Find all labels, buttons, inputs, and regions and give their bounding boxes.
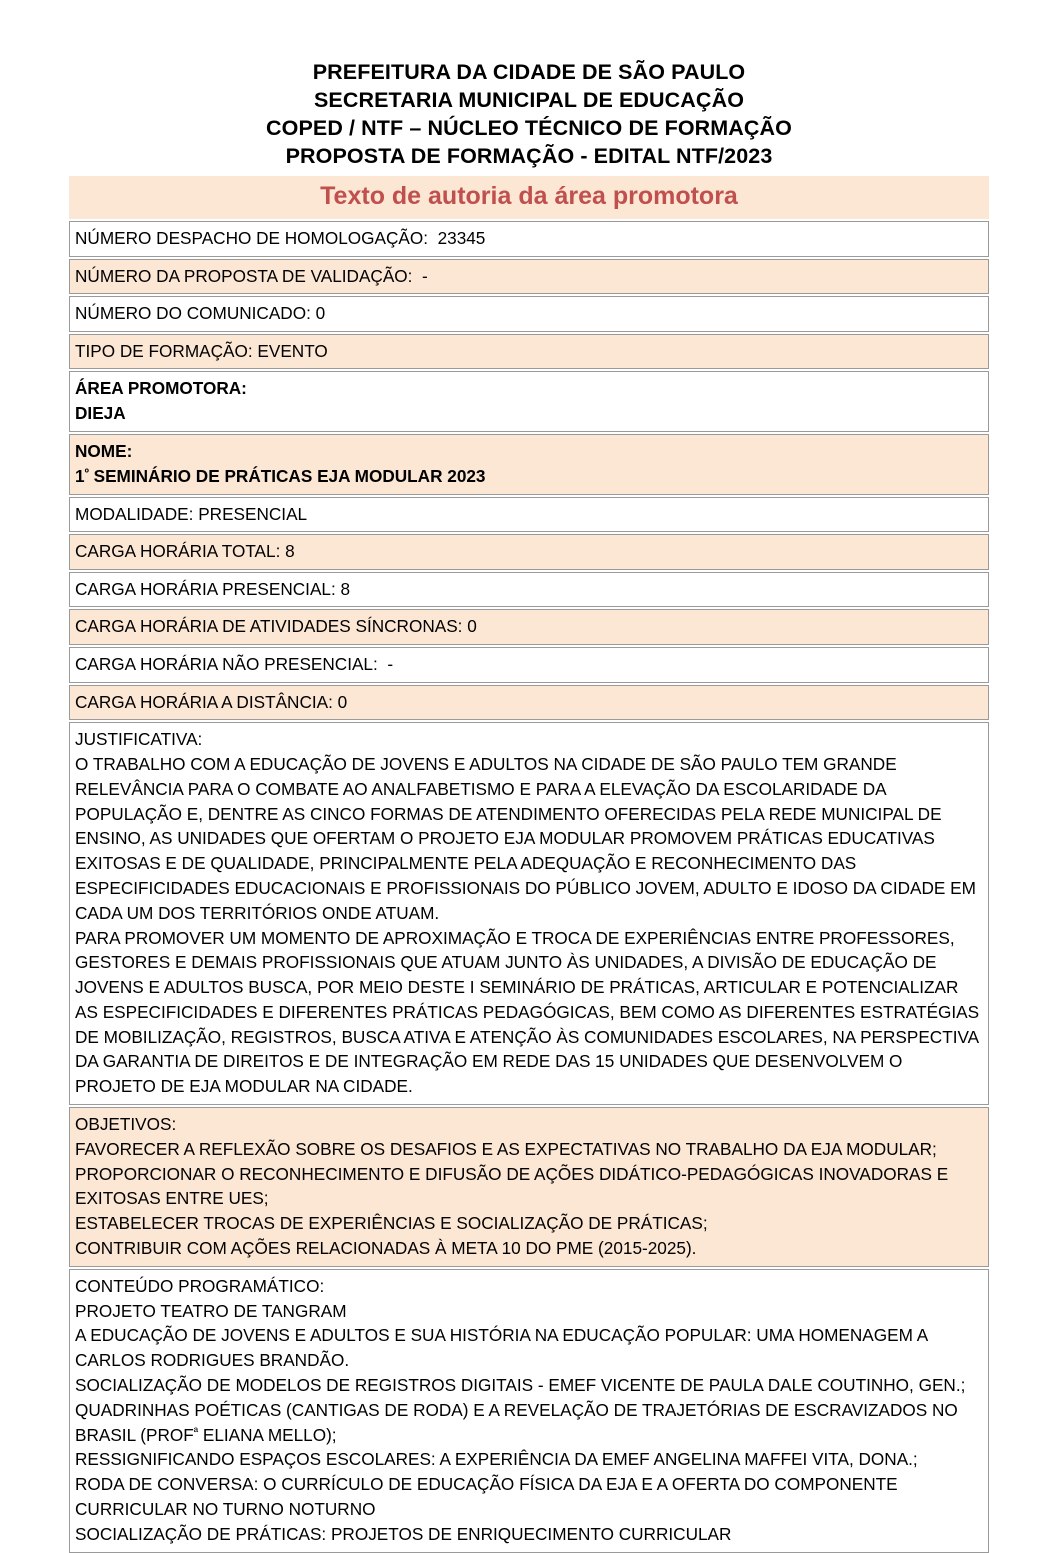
form-row-carga-horaria-atividades-sincronas [69,609,989,645]
form-row-line: PROJETO TEATRO DE TANGRAM [75,1300,347,1321]
form-row-line: TIPO DE FORMAÇÃO: EVENTO [75,340,328,361]
form-row-line: NÚMERO DO COMUNICADO: 0 [75,303,326,324]
document-header [0,0,1058,170]
form-row-tipo-de-formacao [69,334,989,370]
form-row-line: OBJETIVOS: [75,1114,177,1135]
form-row-line: RESSIGNIFICANDO ESPAÇOS ESCOLARES: A EXPERIÊNCIA DA EMEF ANGELINA MAFFEI VITA, DONA.; [75,1449,918,1470]
header-line-1: PREFEITURA DA CIDADE DE SÃO PAULO [312,60,746,84]
form-row-numero-comunicado [69,296,989,332]
header-line-2: SECRETARIA MUNICIPAL DE EDUCAÇÃO [313,88,745,112]
form-row-line: O TRABALHO COM A EDUCAÇÃO DE JOVENS E ADULTOS NA CIDADE DE SÃO PAULO TEM GRANDE RELEVÂNCIA PARA O COMBATE AO ANALFABETISMO E PARA A ELEVAÇÃO DA ESCOLARIDADE DA POPULAÇÃO E, DENTRE AS CINCO FORMAS DE ATENDIMENTO OFERECIDAS PELA REDE MUNICIPAL DE ENSINO, AS UNIDADES QUE OFERTAM O PROJETO EJA MODULAR PROMOVEM PRÁTICAS EDUCATIVAS EXITOSAS E DE QUALIDADE, PRINCIPALMENTE PELA ADEQUAÇÃO E RECONHECIMENTO DAS ESPECIFICIDADES EDUCACIONAIS E PROFISSIONAIS DO PÚBLICO JOVEM, ADULTO E IDOSO DA CIDADE EM CADA UM DOS TERRITÓRIOS ONDE ATUAM. [75,753,981,923]
form-row-line: $1^º$ SEMINÁRIO DE PRÁTICAS EJA MODULAR 2023 [75,465,486,486]
form-row-carga-horaria-presencial [69,572,989,608]
section-banner-title: Texto de autoria da área promotora [320,182,738,210]
form-row-carga-horaria-nao-presencial [69,647,989,683]
form-row-line: ÁREA PROMOTORA: [75,378,247,399]
form-row-line: CARGA HORÁRIA DE ATIVIDADES SÍNCRONAS: 0 [75,616,477,637]
header-line-4: PROPOSTA DE FORMAÇÃO - EDITAL NTF/2023 [285,144,773,168]
header-line-3: COPED / NTF – NÚCLEO TÉCNICO DE FORMAÇÃO [266,116,792,140]
form-row-nome [69,434,989,495]
form-row-numero-proposta-validacao [69,259,989,295]
form-row-carga-horaria-a-distancia [69,685,989,721]
form-row-line: NÚMERO DA PROPOSTA DE VALIDAÇÃO: - [75,265,428,286]
form-row-line: ESTABELECER TROCAS DE EXPERIÊNCIAS E SOCIALIZAÇÃO DE PRÁTICAS; [75,1213,708,1234]
form-row-conteudo-programatico [69,1269,989,1553]
form-row-line: CONTEÚDO PROGRAMÁTICO: [75,1275,325,1296]
form-row-numero-despacho-homologacao [69,221,989,257]
form-row-line: CARGA HORÁRIA PRESENCIAL: 8 [75,578,351,599]
form-row-line: RODA DE CONVERSA: O CURRÍCULO DE EDUCAÇÃO FÍSICA DA EJA E A OFERTA DO COMPONENTE CURRICULAR NO TURNO NOTURNO [75,1474,903,1520]
form-row-line: FAVORECER A REFLEXÃO SOBRE OS DESAFIOS E AS EXPECTATIVAS NO TRABALHO DA EJA MODULAR; [75,1138,937,1159]
form-row-line: CARGA HORÁRIA NÃO PRESENCIAL: - [75,653,394,674]
form-row-line: NÚMERO DESPACHO DE HOMOLOGAÇÃO: 23345 [75,228,486,248]
form-row-line: PARA PROMOVER UM MOMENTO DE APROXIMAÇÃO E TROCA DE EXPERIÊNCIAS ENTRE PROFESSORES, GESTORES E DEMAIS PROFISSIONAIS QUE ATUAM JUNTO ÀS UNIDADES, A DIVISÃO DE EDUCAÇÃO DE JOVENS E ADULTOS BUSCA, POR MEIO DESTE I SEMINÁRIO DE PRÁTICAS, ARTICULAR E POTENCIALIZAR AS ESPECIFICIDADES E DIFERENTES PRÁTICAS PEDAGÓGICAS, BEM COMO AS DIFERENTES ESTRATÉGIAS DE MOBILIZAÇÃO, REGISTROS, BUSCA ATIVA E ATENÇÃO ÀS COMUNIDADES ESCOLARES, NA PERSPECTIVA DA GARANTIA DE DIREITOS E DE INTEGRAÇÃO EM REDE DAS 15 UNIDADES QUE DESENVOLVEM O PROJETO DE EJA MODULAR NA CIDADE. [75,927,984,1097]
form-row-line: DIEJA [75,403,126,424]
form-row-modalidade [69,497,989,533]
section-banner [69,176,989,219]
proposal-form-table [69,176,989,1553]
form-row-line: SOCIALIZAÇÃO DE PRÁTICAS: PROJETOS DE ENRIQUECIMENTO CURRICULAR [75,1523,732,1544]
form-row-line: JUSTIFICATIVA: [75,729,203,750]
form-row-area-promotora [69,371,989,432]
form-row-objetivos [69,1107,989,1267]
form-row-line: CARGA HORÁRIA A DISTÂNCIA: 0 [75,691,348,712]
form-row-line: SOCIALIZAÇÃO DE MODELOS DE REGISTROS DIGITAIS - EMEF VICENTE DE PAULA DALE COUTINHO, GEN.; [75,1375,966,1396]
form-row-line: CARGA HORÁRIA TOTAL: 8 [75,541,295,562]
form-row-line: QUADRINHAS POÉTICAS (CANTIGAS DE RODA) E A REVELAÇÃO DE TRAJETÓRIAS DE ESCRAVIZADOS NO BRASIL ($PROF^ª$ ELIANA MELLO); [75,1399,963,1445]
form-row-justificativa [69,722,989,1105]
form-row-line: NOME: [75,440,133,461]
form-row-line: MODALIDADE: PRESENCIAL [75,503,308,524]
form-row-carga-horaria-total [69,534,989,570]
form-row-line: A EDUCAÇÃO DE JOVENS E ADULTOS E SUA HISTÓRIA NA EDUCAÇÃO POPULAR: UMA HOMENAGEM A CARLOS RODRIGUES BRANDÃO. [75,1325,933,1371]
form-row-line: CONTRIBUIR COM AÇÕES RELACIONADAS À META 10 DO PME (2015-2025). [75,1238,697,1259]
form-rows-container [69,221,989,1553]
form-row-line: PROPORCIONAR O RECONHECIMENTO E DIFUSÃO DE AÇÕES DIDÁTICO-PEDAGÓGICAS INOVADORAS E EXITOSAS ENTRE UES; [75,1163,953,1209]
